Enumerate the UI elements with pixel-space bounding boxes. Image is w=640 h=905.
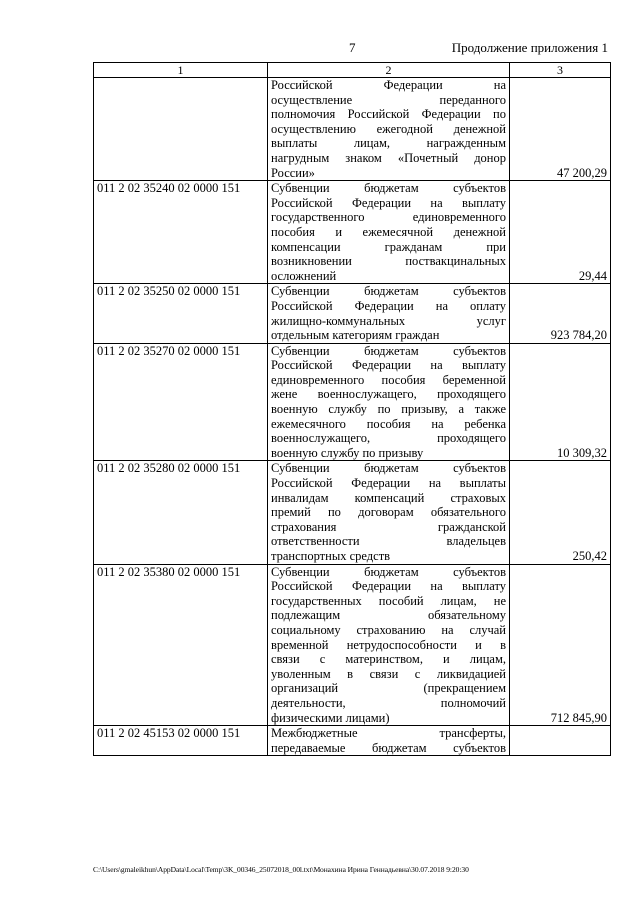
description-line: ежемесячного пособия на ребенка	[271, 416, 506, 431]
description-line: Субвенции бюджетам субъектов	[271, 181, 506, 196]
description-line: осуществление переданного	[271, 92, 506, 107]
description-line: военнослужащего, проходящего	[271, 431, 506, 446]
column-number-row	[94, 63, 611, 78]
table-row	[94, 78, 611, 181]
budget-code-cell	[94, 78, 268, 181]
description-line: Субвенции бюджетам субъектов	[271, 343, 506, 358]
description-line: возникновении поствакцинальных	[271, 254, 506, 269]
description-line: Субвенции бюджетам субъектов	[271, 284, 506, 299]
description-line: Субвенции бюджетам субъектов	[271, 461, 506, 476]
description-line: страхования гражданской	[271, 519, 506, 534]
table-row	[94, 564, 611, 726]
description-line: Субвенции бюджетам субъектов	[271, 564, 506, 579]
description-line: транспортных средств	[271, 549, 391, 563]
description-line: Российской Федерации на выплату	[271, 358, 506, 373]
description-line: единовременного пособия беременной	[271, 372, 506, 387]
description-line: пособия и ежемесячной денежной	[271, 224, 506, 239]
description-cell	[268, 461, 510, 564]
description-line: ответственности владельцев	[271, 534, 506, 549]
amount-cell: 712 845,90	[510, 564, 611, 726]
amount-cell: 47 200,29	[510, 78, 611, 181]
description-line: Российской Федерации на выплаты	[271, 476, 506, 491]
table-row	[94, 343, 611, 461]
table-row	[94, 726, 611, 756]
description-line: выплаты лицам, награжденным	[271, 136, 506, 151]
description-line: нагрудным знаком «Почетный донор	[271, 150, 506, 165]
footer-file-path: C:\Users\gmaleikhun\AppData\Local\Temp\3K_00346_25072018_00l.txt\Монахина Ирина Геннадьевна\30.07.2018 9:20:30	[93, 865, 469, 874]
description-cell	[268, 181, 510, 284]
continuation-label: Продолжение приложения 1	[451, 40, 608, 55]
table-row	[94, 284, 611, 343]
description-line: осложнений	[271, 268, 337, 283]
description-line: подлежащим обязательному	[271, 608, 506, 623]
description-line: премий по договорам обязательного	[271, 505, 506, 520]
description-line: передаваемые бюджетам субъектов	[271, 740, 506, 755]
description-line: осуществлению ежегодной денежной	[271, 121, 506, 136]
description-line: социальному страхованию на случай	[271, 622, 506, 637]
description-line: физическими лицами)	[271, 710, 390, 725]
description-cell	[268, 343, 510, 461]
description-line: отдельным категориям граждан	[271, 328, 440, 343]
amount-cell: 29,44	[510, 181, 611, 284]
amount-cell: 923 784,20	[510, 284, 611, 343]
budget-table	[93, 62, 611, 756]
description-line: Российской Федерации на выплату	[271, 579, 506, 594]
description-line: Российской Федерации на	[271, 78, 506, 92]
column-number: 2	[268, 63, 510, 78]
description-line: деятельности, полномочий	[271, 695, 506, 710]
column-number: 3	[510, 63, 611, 78]
amount-cell	[510, 726, 611, 756]
description-line: государственных пособий лицам, не	[271, 593, 506, 608]
description-cell	[268, 564, 510, 726]
table-row	[94, 181, 611, 284]
description-line: жене военнослужащего, проходящего	[271, 387, 506, 402]
budget-code-cell: 011 2 02 35380 02 0000 151	[94, 564, 268, 726]
description-line: уволенным в связи с ликвидацией	[271, 666, 506, 681]
description-cell	[268, 78, 510, 181]
budget-code-cell: 011 2 02 45153 02 0000 151	[94, 726, 268, 756]
description-line: инвалидам компенсаций страховых	[271, 490, 506, 505]
description-line: жилищно-коммунальных услуг	[271, 313, 506, 328]
table-row	[94, 461, 611, 564]
amount-cell: 10 309,32	[510, 343, 611, 461]
description-line: компенсации гражданам при	[271, 239, 506, 254]
budget-code-cell: 011 2 02 35250 02 0000 151	[94, 284, 268, 343]
page-number: 7	[349, 40, 356, 55]
description-line: государственного единовременного	[271, 210, 506, 225]
description-line: полномочия Российской Федерации по	[271, 107, 506, 122]
description-line: организаций (прекращением	[271, 681, 506, 696]
budget-code-cell: 011 2 02 35280 02 0000 151	[94, 461, 268, 564]
description-line: Межбюджетные трансферты,	[271, 726, 506, 741]
description-line: военную службу по призыву	[271, 445, 424, 460]
budget-code-cell: 011 2 02 35270 02 0000 151	[94, 343, 268, 461]
budget-code-cell: 011 2 02 35240 02 0000 151	[94, 181, 268, 284]
description-line: Российской Федерации на оплату	[271, 298, 506, 313]
column-number: 1	[94, 63, 268, 78]
description-line: временной нетрудоспособности и в	[271, 637, 506, 652]
description-line: России»	[271, 165, 315, 180]
description-line: связи с материнством, и лицам,	[271, 652, 506, 667]
amount-cell: 250,42	[510, 461, 611, 564]
description-cell	[268, 284, 510, 343]
description-line: военную службу по призыву, а также	[271, 402, 506, 417]
description-cell	[268, 726, 510, 756]
description-line: Российской Федерации на выплату	[271, 195, 506, 210]
